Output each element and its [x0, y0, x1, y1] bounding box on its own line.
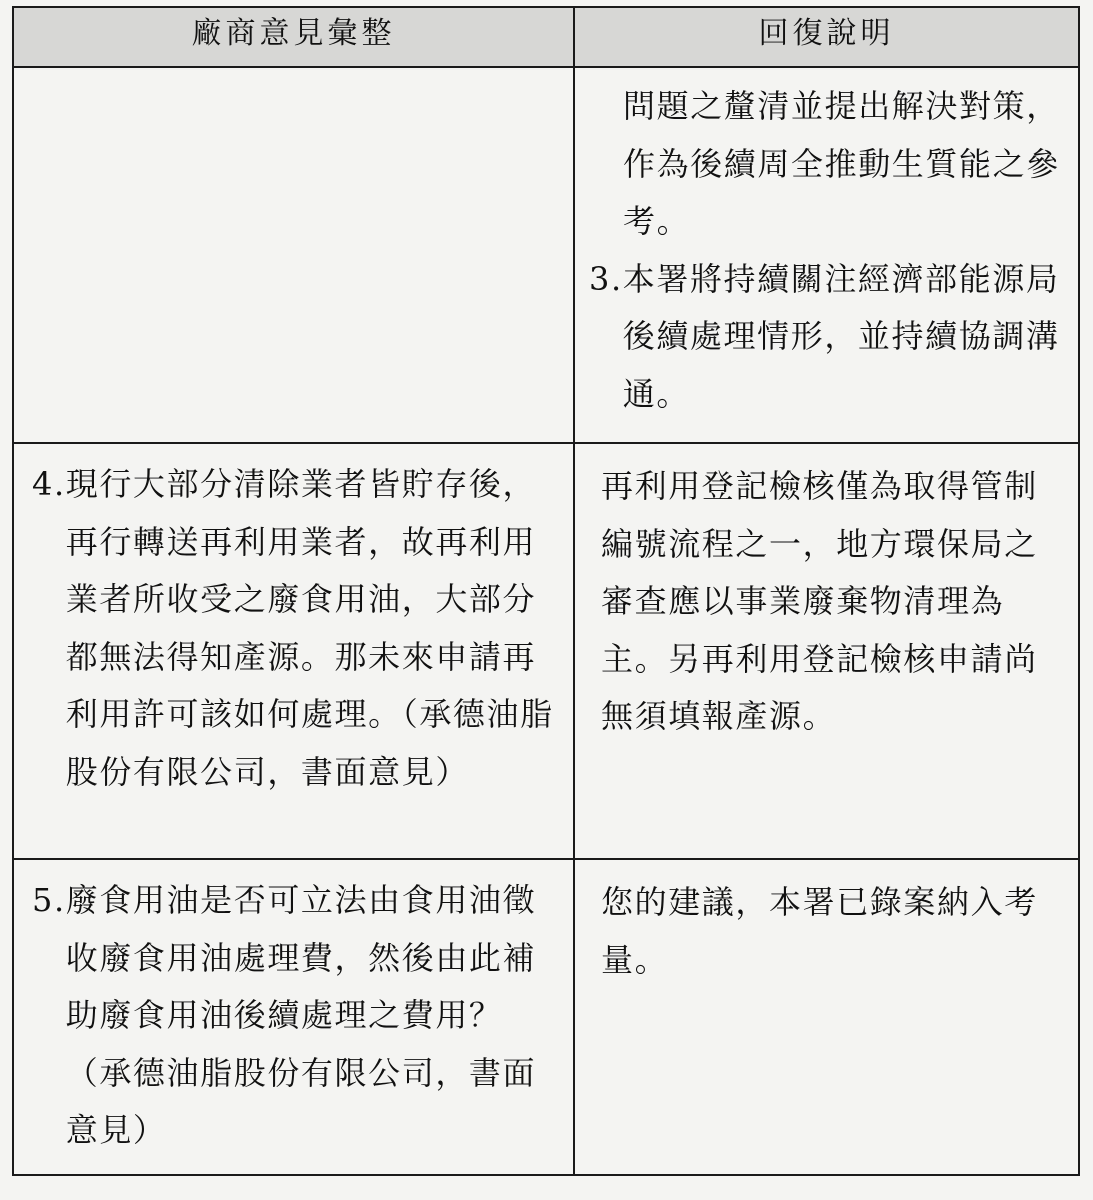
header-response: 回復說明 — [574, 7, 1079, 67]
comment-cell — [13, 443, 574, 859]
comment-item-5 — [32, 872, 563, 1160]
item-text: 廢食用油是否可立法由食用油徵收廢食用油處理費，然後由此補助廢食用油後續處理之費用？（承德油脂股份有限公司，書面意見） — [65, 881, 537, 1149]
response-cell — [574, 67, 1079, 443]
response-continued-text: 問題之釐清並提出解決對策，作為後續周全推動生質能之參考。 — [623, 87, 1060, 240]
empty-comment-cell — [13, 67, 574, 443]
item-number: 5. — [32, 881, 66, 919]
comment-cell — [13, 859, 574, 1175]
item-text: 本署將持續關注經濟部能源局後續處理情形，並持續協調溝通。 — [622, 259, 1060, 413]
response-cell — [574, 443, 1079, 859]
table-header-row — [13, 7, 1079, 67]
item-number: 4. — [32, 465, 66, 503]
table-row — [13, 859, 1079, 1175]
table-row — [13, 67, 1079, 443]
table-row — [13, 443, 1079, 859]
response-text: 再利用登記檢核僅為取得管制編號流程之一，地方環保局之審查應以事業廢棄物清理為主。另再利用登記檢核申請尚無須填報產源。 — [601, 467, 1038, 735]
header-vendor-comments: 廠商意見彙整 — [13, 7, 574, 67]
response-cell — [574, 859, 1079, 1175]
comment-response-table — [12, 6, 1080, 1176]
response-text: 您的建議，本署已錄案納入考量。 — [601, 883, 1038, 979]
item-number: 3. — [589, 259, 623, 298]
item-text: 現行大部分清除業者皆貯存後，再行轉送再利用業者，故再利用業者所收受之廢食用油，大部分都無法得知產源。那未來申請再利用許可該如何處理。（承德油脂股份有限公司，書面意見） — [65, 465, 554, 791]
comment-item-4 — [32, 456, 563, 801]
response-item-3 — [589, 251, 1064, 424]
